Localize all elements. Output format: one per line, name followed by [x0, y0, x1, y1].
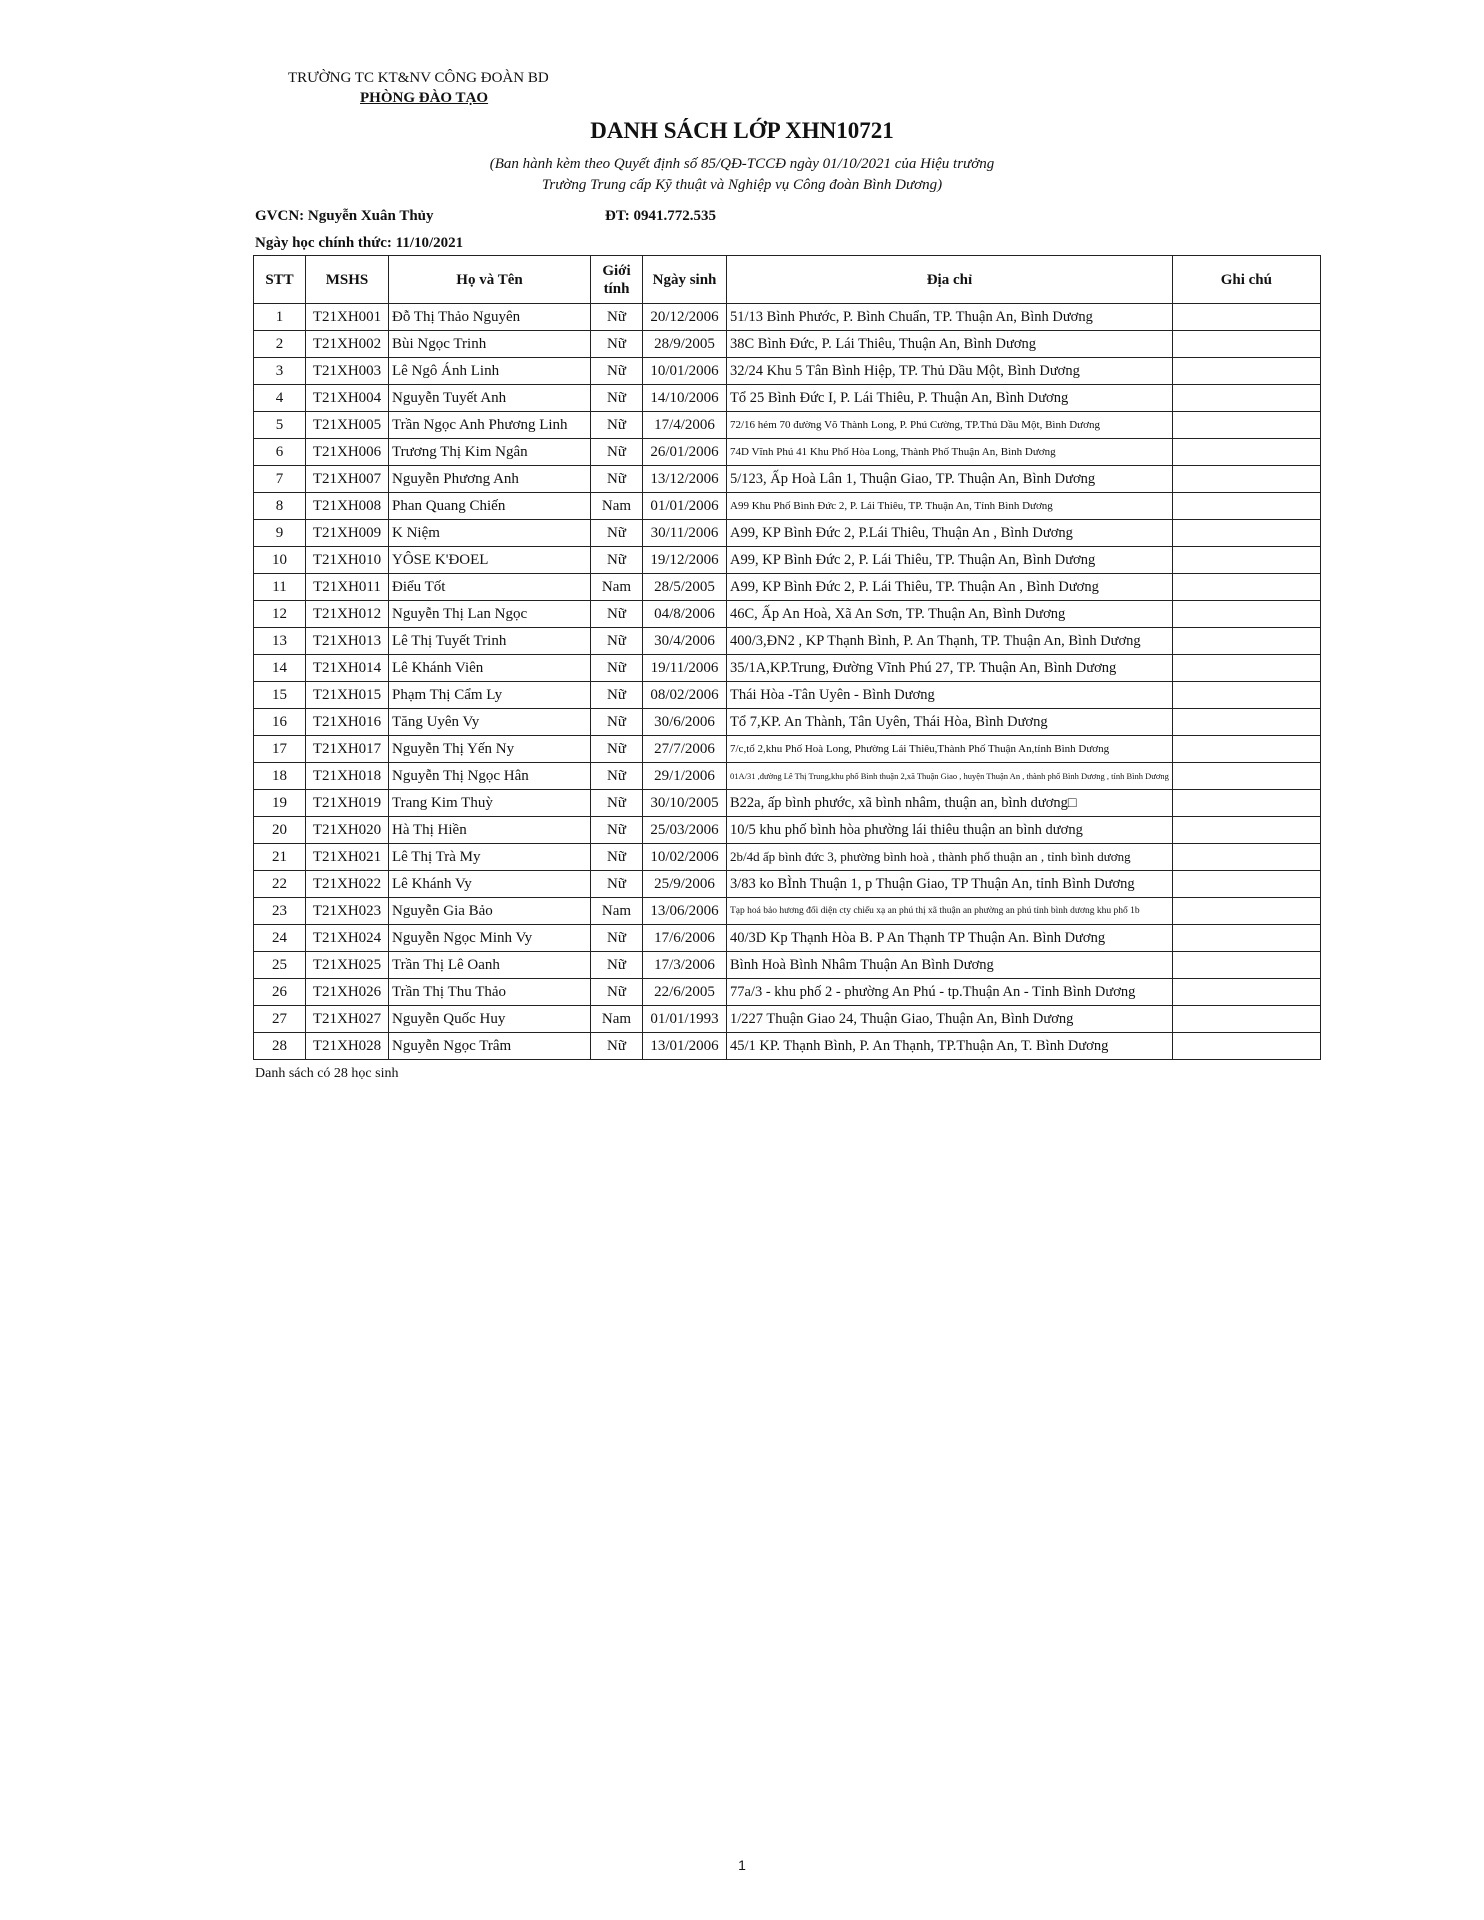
cell-stt: 19: [254, 790, 306, 817]
cell-stt: 22: [254, 871, 306, 898]
cell-mshs: T21XH009: [306, 520, 389, 547]
cell-address: A99, KP Bình Đức 2, P. Lái Thiêu, TP. Thuận An, Bình Dương: [727, 547, 1173, 574]
cell-address: B22a, ấp bình phước, xã bình nhâm, thuận an, bình dương□: [727, 790, 1173, 817]
cell-gender: Nữ: [591, 439, 643, 466]
cell-name: Trần Thị Lê Oanh: [389, 952, 591, 979]
table-row: [254, 358, 1321, 385]
page-title: DANH SÁCH LỚP XHN10721: [590, 118, 894, 143]
cell-birthdate: 30/6/2006: [643, 709, 727, 736]
student-table: [253, 255, 1321, 1060]
table-row: [254, 790, 1321, 817]
cell-name: Lê Ngô Ánh Linh: [389, 358, 591, 385]
cell-gender: Nam: [591, 493, 643, 520]
column-header-birthdate: Ngày sinh: [643, 256, 727, 304]
cell-mshs: T21XH022: [306, 871, 389, 898]
cell-address: 77a/3 - khu phố 2 - phường An Phú - tp.Thuận An - Tỉnh Bình Dương: [727, 979, 1173, 1006]
table-row: [254, 709, 1321, 736]
cell-name: Tăng Uyên Vy: [389, 709, 591, 736]
table-row: [254, 385, 1321, 412]
cell-mshs: T21XH005: [306, 412, 389, 439]
cell-name: Nguyễn Ngọc Minh Vy: [389, 925, 591, 952]
cell-birthdate: 28/9/2005: [643, 331, 727, 358]
homeroom-teacher: GVCN: Nguyễn Xuân Thủy: [255, 208, 434, 224]
cell-birthdate: 30/10/2005: [643, 790, 727, 817]
cell-birthdate: 30/11/2006: [643, 520, 727, 547]
cell-note: [1172, 682, 1320, 709]
cell-stt: 7: [254, 466, 306, 493]
cell-address: Bình Hoà Bình Nhâm Thuận An Bình Dương: [727, 952, 1173, 979]
cell-note: [1172, 493, 1320, 520]
cell-address: 5/123, Ấp Hoà Lân 1, Thuận Giao, TP. Thuận An, Bình Dương: [727, 466, 1173, 493]
cell-gender: Nữ: [591, 763, 643, 790]
column-header-mshs: MSHS: [306, 256, 389, 304]
cell-gender: Nữ: [591, 682, 643, 709]
cell-birthdate: 22/6/2005: [643, 979, 727, 1006]
cell-name: Nguyễn Thị Yến Ny: [389, 736, 591, 763]
cell-name: Trần Ngọc Anh Phương Linh: [389, 412, 591, 439]
cell-birthdate: 10/01/2006: [643, 358, 727, 385]
cell-gender: Nữ: [591, 628, 643, 655]
cell-gender: Nữ: [591, 412, 643, 439]
cell-name: YÔSE K'ĐOEL: [389, 547, 591, 574]
cell-birthdate: 19/12/2006: [643, 547, 727, 574]
cell-name: Nguyễn Phương Anh: [389, 466, 591, 493]
cell-mshs: T21XH024: [306, 925, 389, 952]
cell-note: [1172, 979, 1320, 1006]
cell-note: [1172, 925, 1320, 952]
cell-name: Nguyễn Thị Lan Ngọc: [389, 601, 591, 628]
cell-stt: 6: [254, 439, 306, 466]
cell-mshs: T21XH001: [306, 304, 389, 331]
cell-note: [1172, 331, 1320, 358]
cell-stt: 23: [254, 898, 306, 925]
cell-stt: 9: [254, 520, 306, 547]
cell-name: Nguyễn Quốc Huy: [389, 1006, 591, 1033]
cell-birthdate: 17/6/2006: [643, 925, 727, 952]
cell-note: [1172, 1033, 1320, 1060]
cell-gender: Nữ: [591, 466, 643, 493]
table-header-row: [254, 256, 1321, 304]
cell-stt: 10: [254, 547, 306, 574]
cell-note: [1172, 385, 1320, 412]
cell-birthdate: 04/8/2006: [643, 601, 727, 628]
column-header-note: Ghi chú: [1172, 256, 1320, 304]
cell-stt: 28: [254, 1033, 306, 1060]
table-row: [254, 493, 1321, 520]
cell-birthdate: 27/7/2006: [643, 736, 727, 763]
cell-address: 10/5 khu phố bình hòa phường lái thiêu thuận an bình dương: [727, 817, 1173, 844]
cell-mshs: T21XH023: [306, 898, 389, 925]
table-row: [254, 601, 1321, 628]
cell-birthdate: 08/02/2006: [643, 682, 727, 709]
cell-note: [1172, 412, 1320, 439]
subtitle-line-2: Trường Trung cấp Kỹ thuật và Nghiệp vụ Công đoàn Bình Dương): [541, 177, 943, 193]
cell-note: [1172, 709, 1320, 736]
cell-stt: 11: [254, 574, 306, 601]
cell-name: Nguyễn Tuyết Anh: [389, 385, 591, 412]
cell-address: Tổ 25 Bình Đức I, P. Lái Thiêu, P. Thuận An, Bình Dương: [727, 385, 1173, 412]
cell-mshs: T21XH010: [306, 547, 389, 574]
table-row: [254, 871, 1321, 898]
table-row: [254, 520, 1321, 547]
cell-note: [1172, 601, 1320, 628]
cell-stt: 8: [254, 493, 306, 520]
teacher-phone: ĐT: 0941.772.535: [605, 208, 716, 224]
cell-mshs: T21XH019: [306, 790, 389, 817]
school-name: TRƯỜNG TC KT&NV CÔNG ĐOÀN BD: [288, 70, 549, 86]
cell-gender: Nữ: [591, 709, 643, 736]
cell-note: [1172, 358, 1320, 385]
table-row: [254, 925, 1321, 952]
cell-address: 1/227 Thuận Giao 24, Thuận Giao, Thuận An, Bình Dương: [727, 1006, 1173, 1033]
cell-note: [1172, 871, 1320, 898]
cell-address: 32/24 Khu 5 Tân Bình Hiệp, TP. Thủ Dầu Một, Bình Dương: [727, 358, 1173, 385]
cell-stt: 12: [254, 601, 306, 628]
cell-name: Phan Quang Chiến: [389, 493, 591, 520]
table-row: [254, 817, 1321, 844]
cell-birthdate: 29/1/2006: [643, 763, 727, 790]
table-row: [254, 466, 1321, 493]
table-row: [254, 844, 1321, 871]
cell-address: 400/3,ĐN2 , KP Thạnh Bình, P. An Thạnh, TP. Thuận An, Bình Dương: [727, 628, 1173, 655]
cell-stt: 2: [254, 331, 306, 358]
cell-birthdate: 20/12/2006: [643, 304, 727, 331]
cell-name: K Niệm: [389, 520, 591, 547]
table-row: [254, 682, 1321, 709]
cell-stt: 14: [254, 655, 306, 682]
table-row: [254, 979, 1321, 1006]
cell-mshs: T21XH025: [306, 952, 389, 979]
table-row: [254, 1006, 1321, 1033]
cell-gender: Nữ: [591, 655, 643, 682]
cell-note: [1172, 736, 1320, 763]
cell-gender: Nữ: [591, 1033, 643, 1060]
table-row: [254, 439, 1321, 466]
cell-gender: Nữ: [591, 952, 643, 979]
cell-gender: Nữ: [591, 979, 643, 1006]
table-row: [254, 736, 1321, 763]
cell-address: 40/3D Kp Thạnh Hòa B. P An Thạnh TP Thuận An. Bình Dương: [727, 925, 1173, 952]
cell-name: Trần Thị Thu Thảo: [389, 979, 591, 1006]
cell-address: A99, KP Bình Đức 2, P. Lái Thiêu, TP. Thuận An , Bình Dương: [727, 574, 1173, 601]
column-header-gender: Giới tính: [591, 256, 643, 304]
cell-name: Nguyễn Ngọc Trâm: [389, 1033, 591, 1060]
cell-mshs: T21XH008: [306, 493, 389, 520]
cell-note: [1172, 655, 1320, 682]
cell-note: [1172, 790, 1320, 817]
cell-mshs: T21XH014: [306, 655, 389, 682]
cell-mshs: T21XH017: [306, 736, 389, 763]
cell-mshs: T21XH013: [306, 628, 389, 655]
cell-note: [1172, 439, 1320, 466]
start-date: Ngày học chính thức: 11/10/2021: [255, 235, 464, 251]
cell-birthdate: 13/12/2006: [643, 466, 727, 493]
table-row: [254, 412, 1321, 439]
cell-stt: 15: [254, 682, 306, 709]
cell-gender: Nữ: [591, 358, 643, 385]
table-row: [254, 331, 1321, 358]
cell-mshs: T21XH004: [306, 385, 389, 412]
cell-gender: Nữ: [591, 736, 643, 763]
cell-mshs: T21XH018: [306, 763, 389, 790]
department-name: PHÒNG ĐÀO TẠO: [360, 90, 489, 106]
cell-note: [1172, 844, 1320, 871]
table-row: [254, 1033, 1321, 1060]
cell-stt: 21: [254, 844, 306, 871]
cell-birthdate: 28/5/2005: [643, 574, 727, 601]
cell-birthdate: 17/4/2006: [643, 412, 727, 439]
cell-note: [1172, 466, 1320, 493]
cell-gender: Nam: [591, 1006, 643, 1033]
cell-note: [1172, 574, 1320, 601]
column-header-address: Địa chỉ: [727, 256, 1173, 304]
cell-address: 35/1A,KP.Trung, Đường Vĩnh Phú 27, TP. Thuận An, Bình Dương: [727, 655, 1173, 682]
cell-gender: Nữ: [591, 844, 643, 871]
cell-stt: 24: [254, 925, 306, 952]
cell-note: [1172, 952, 1320, 979]
cell-name: Đỗ Thị Thảo Nguyên: [389, 304, 591, 331]
subtitle-line-1: (Ban hành kèm theo Quyết định số 85/QĐ-TCCĐ ngày 01/10/2021 của Hiệu trưởng: [489, 156, 995, 172]
cell-stt: 26: [254, 979, 306, 1006]
cell-note: [1172, 898, 1320, 925]
cell-address: 7/c,tổ 2,khu Phố Hoà Long, Phường Lái Thiêu,Thành Phố Thuận An,tỉnh Bình Dương: [727, 736, 1173, 763]
cell-birthdate: 13/01/2006: [643, 1033, 727, 1060]
cell-name: Điểu Tốt: [389, 574, 591, 601]
cell-gender: Nữ: [591, 331, 643, 358]
cell-name: Lê Khánh Viên: [389, 655, 591, 682]
cell-note: [1172, 304, 1320, 331]
cell-mshs: T21XH007: [306, 466, 389, 493]
cell-note: [1172, 763, 1320, 790]
cell-birthdate: 10/02/2006: [643, 844, 727, 871]
cell-address: Thái Hòa -Tân Uyên - Bình Dương: [727, 682, 1173, 709]
cell-stt: 27: [254, 1006, 306, 1033]
cell-name: Trang Kim Thuỳ: [389, 790, 591, 817]
table-row: [254, 952, 1321, 979]
cell-stt: 1: [254, 304, 306, 331]
cell-birthdate: 01/01/1993: [643, 1006, 727, 1033]
cell-birthdate: 01/01/2006: [643, 493, 727, 520]
cell-stt: 25: [254, 952, 306, 979]
cell-address: 72/16 hẻm 70 đường Võ Thành Long, P. Phú Cường, TP.Thủ Dầu Một, Bình Dương: [727, 412, 1173, 439]
cell-mshs: T21XH011: [306, 574, 389, 601]
cell-mshs: T21XH028: [306, 1033, 389, 1060]
cell-note: [1172, 1006, 1320, 1033]
cell-birthdate: 13/06/2006: [643, 898, 727, 925]
cell-gender: Nam: [591, 574, 643, 601]
cell-address: 51/13 Bình Phước, P. Bình Chuẩn, TP. Thuận An, Bình Dương: [727, 304, 1173, 331]
cell-gender: Nữ: [591, 790, 643, 817]
cell-gender: Nữ: [591, 601, 643, 628]
cell-gender: Nữ: [591, 817, 643, 844]
cell-address: 74D Vĩnh Phú 41 Khu Phố Hòa Long, Thành Phố Thuận An, Bình Dương: [727, 439, 1173, 466]
table-row: [254, 304, 1321, 331]
cell-address: 2b/4d ấp bình đức 3, phường bình hoà , thành phố thuận an , tỉnh bình dương: [727, 844, 1173, 871]
cell-gender: Nữ: [591, 304, 643, 331]
cell-mshs: T21XH006: [306, 439, 389, 466]
cell-birthdate: 14/10/2006: [643, 385, 727, 412]
cell-stt: 4: [254, 385, 306, 412]
cell-stt: 17: [254, 736, 306, 763]
cell-note: [1172, 817, 1320, 844]
table-row: [254, 763, 1321, 790]
cell-name: Nguyễn Thị Ngọc Hân: [389, 763, 591, 790]
cell-birthdate: 26/01/2006: [643, 439, 727, 466]
cell-address: 38C Bình Đức, P. Lái Thiêu, Thuận An, Bình Dương: [727, 331, 1173, 358]
cell-stt: 16: [254, 709, 306, 736]
cell-note: [1172, 520, 1320, 547]
cell-name: Lê Thị Trà My: [389, 844, 591, 871]
table-row: [254, 655, 1321, 682]
cell-gender: Nữ: [591, 385, 643, 412]
cell-gender: Nữ: [591, 547, 643, 574]
cell-mshs: T21XH002: [306, 331, 389, 358]
cell-address: Tổ 7,KP. An Thành, Tân Uyên, Thái Hòa, Bình Dương: [727, 709, 1173, 736]
cell-mshs: T21XH021: [306, 844, 389, 871]
cell-stt: 13: [254, 628, 306, 655]
cell-gender: Nữ: [591, 871, 643, 898]
cell-name: Trương Thị Kim Ngân: [389, 439, 591, 466]
cell-name: Phạm Thị Cẩm Ly: [389, 682, 591, 709]
cell-address: A99 Khu Phố Bình Đức 2, P. Lái Thiêu, TP. Thuận An, Tỉnh Bình Dương: [727, 493, 1173, 520]
table-row: [254, 898, 1321, 925]
cell-address: Tạp hoá bảo hương đối diện cty chiếu xạ an phú thị xã thuận an phường an phú tỉnh bình dương khu phố 1b: [727, 898, 1173, 925]
page-number: 1: [738, 1857, 746, 1873]
cell-address: 46C, Ấp An Hoà, Xã An Sơn, TP. Thuận An, Bình Dương: [727, 601, 1173, 628]
cell-gender: Nam: [591, 898, 643, 925]
cell-address: A99, KP Bình Đức 2, P.Lái Thiêu, Thuận An , Bình Dương: [727, 520, 1173, 547]
column-header-name: Họ và Tên: [389, 256, 591, 304]
table-row: [254, 574, 1321, 601]
student-count-summary: Danh sách có 28 học sinh: [255, 1066, 399, 1081]
cell-mshs: T21XH015: [306, 682, 389, 709]
cell-mshs: T21XH026: [306, 979, 389, 1006]
cell-stt: 5: [254, 412, 306, 439]
column-header-stt: STT: [254, 256, 306, 304]
cell-address: 3/83 ko BÌnh Thuận 1, p Thuận Giao, TP Thuận An, tỉnh Bình Dương: [727, 871, 1173, 898]
table-row: [254, 547, 1321, 574]
cell-gender: Nữ: [591, 925, 643, 952]
cell-birthdate: 30/4/2006: [643, 628, 727, 655]
cell-birthdate: 25/9/2006: [643, 871, 727, 898]
table-row: [254, 628, 1321, 655]
cell-mshs: T21XH012: [306, 601, 389, 628]
cell-name: Hà Thị Hiền: [389, 817, 591, 844]
cell-stt: 20: [254, 817, 306, 844]
cell-stt: 3: [254, 358, 306, 385]
cell-name: Nguyễn Gia Bảo: [389, 898, 591, 925]
cell-name: Bùi Ngọc Trinh: [389, 331, 591, 358]
cell-name: Lê Khánh Vy: [389, 871, 591, 898]
cell-address: 45/1 KP. Thạnh Bình, P. An Thạnh, TP.Thuận An, T. Bình Dương: [727, 1033, 1173, 1060]
cell-mshs: T21XH027: [306, 1006, 389, 1033]
cell-gender: Nữ: [591, 520, 643, 547]
cell-note: [1172, 547, 1320, 574]
cell-mshs: T21XH003: [306, 358, 389, 385]
cell-address: 01A/31 ,đường Lê Thị Trung,khu phố Bình thuận 2,xã Thuận Giao , huyện Thuận An , thành phố Bình Dương , tỉnh Bình Dương: [727, 763, 1173, 790]
cell-note: [1172, 628, 1320, 655]
cell-birthdate: 19/11/2006: [643, 655, 727, 682]
cell-mshs: T21XH016: [306, 709, 389, 736]
cell-birthdate: 25/03/2006: [643, 817, 727, 844]
cell-stt: 18: [254, 763, 306, 790]
cell-mshs: T21XH020: [306, 817, 389, 844]
cell-birthdate: 17/3/2006: [643, 952, 727, 979]
cell-name: Lê Thị Tuyết Trinh: [389, 628, 591, 655]
